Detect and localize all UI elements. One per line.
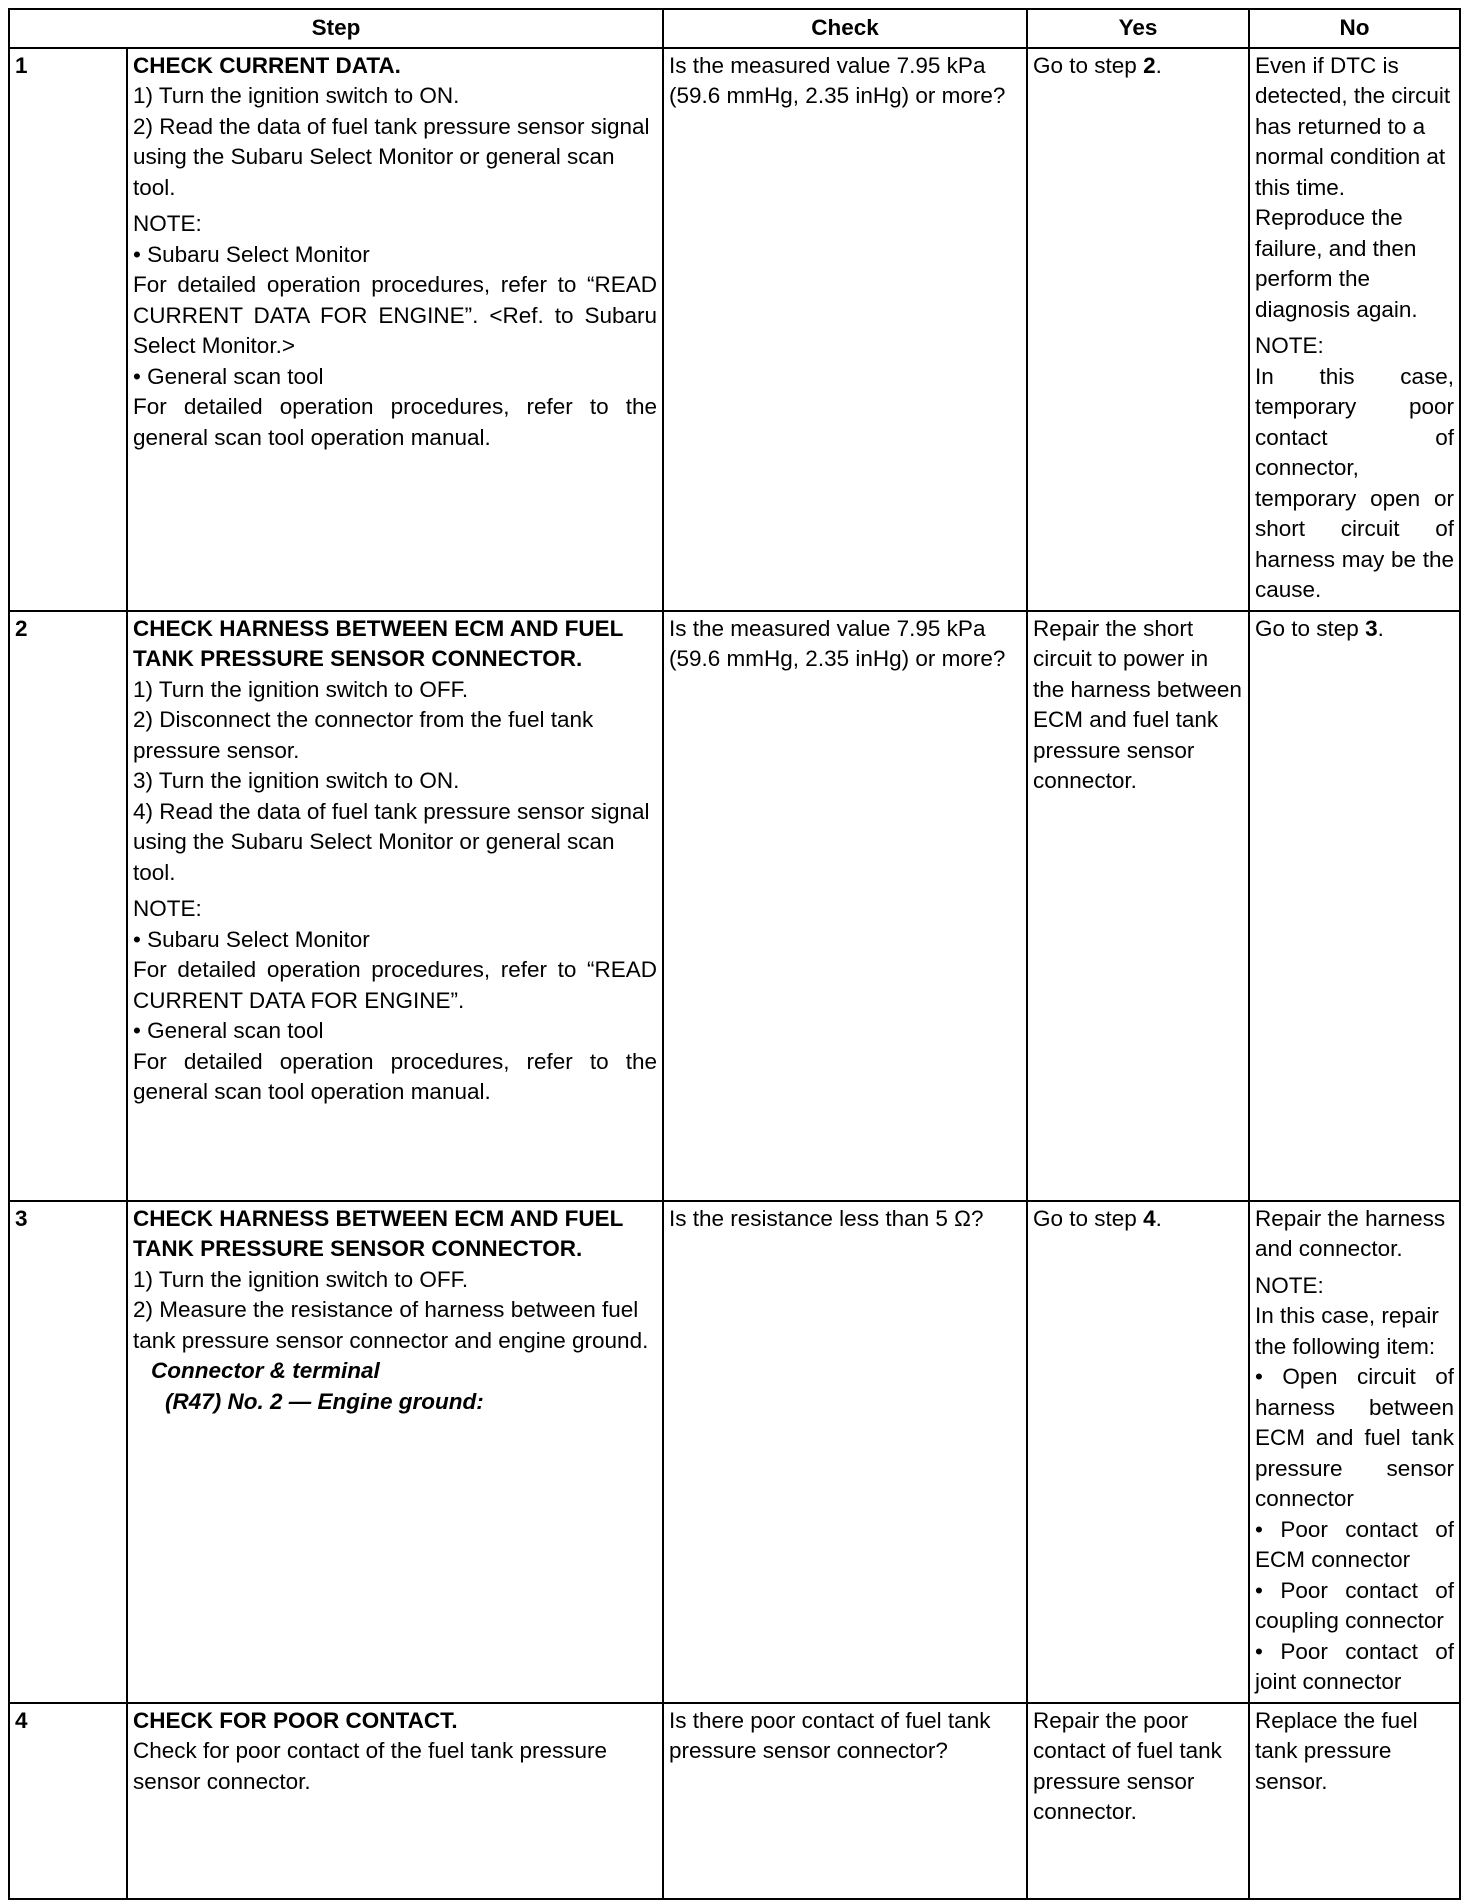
no-prefix: Go to step bbox=[1255, 615, 1366, 641]
header-check: Check bbox=[663, 9, 1027, 48]
note-item: • Subaru Select Monitor bbox=[133, 241, 370, 267]
yes-step-ref: 2 bbox=[1143, 52, 1156, 78]
step-instruction: 1) Turn the ignition switch to OFF. bbox=[133, 676, 469, 702]
note-item: • General scan tool bbox=[133, 363, 324, 389]
step-cell bbox=[127, 1703, 663, 1899]
no-suffix: . bbox=[1377, 615, 1384, 641]
connector-label: Connector & terminal bbox=[151, 1358, 380, 1383]
table-row bbox=[9, 1703, 1460, 1899]
no-cell bbox=[1249, 1201, 1460, 1703]
header-yes: Yes bbox=[1027, 9, 1249, 48]
step-title: CHECK CURRENT DATA. bbox=[133, 52, 401, 78]
header-step: Step bbox=[9, 9, 663, 48]
step-title: CHECK FOR POOR CONTACT. bbox=[133, 1707, 458, 1733]
table-row bbox=[9, 1201, 1460, 1703]
yes-cell: Repair the short circuit to power in the harness between ECM and fuel tank pressure sensor connector. bbox=[1027, 611, 1249, 1201]
note-item: • Subaru Select Monitor bbox=[133, 926, 370, 952]
yes-suffix: . bbox=[1155, 52, 1162, 78]
no-text: Even if DTC is detected, the circuit has returned to a normal condition at this time. Reproduce the failure, and then perform the diagnosis again. bbox=[1255, 52, 1451, 322]
yes-cell bbox=[1027, 48, 1249, 611]
step-title: CHECK HARNESS BETWEEN ECM AND FUEL TANK PRESSURE SENSOR CONNECTOR. bbox=[133, 1205, 624, 1261]
step-number: 1 bbox=[9, 48, 127, 611]
table-row bbox=[9, 611, 1460, 1201]
step-instruction: 1) Turn the ignition switch to OFF. bbox=[133, 1266, 469, 1292]
no-item: • Open circuit of harness between ECM and fuel tank pressure sensor connector bbox=[1255, 1364, 1455, 1511]
note-item: For detailed operation procedures, refer to the general scan tool operation manual. bbox=[133, 1048, 658, 1104]
check-cell: Is the measured value 7.95 kPa (59.6 mmHg, 2.35 inHg) or more? bbox=[663, 611, 1027, 1201]
header-no: No bbox=[1249, 9, 1460, 48]
step-instruction: 1) Turn the ignition switch to ON. bbox=[133, 83, 460, 108]
step-title: CHECK HARNESS BETWEEN ECM AND FUEL TANK PRESSURE SENSOR CONNECTOR. bbox=[133, 615, 624, 671]
connector-value: (R47) No. 2 — Engine ground: bbox=[165, 1388, 484, 1414]
yes-step-ref: 4 bbox=[1143, 1205, 1156, 1231]
check-cell: Is the measured value 7.95 kPa (59.6 mmHg, 2.35 inHg) or more? bbox=[663, 48, 1027, 611]
no-note: In this case, temporary poor contact of connector, temporary open or short circuit of harness may be the cause. bbox=[1255, 363, 1455, 602]
no-note-label: NOTE: bbox=[1255, 333, 1324, 358]
header-row bbox=[9, 9, 1460, 48]
note-item: For detailed operation procedures, refer to the general scan tool operation manual. bbox=[133, 394, 658, 450]
step-number: 3 bbox=[9, 1201, 127, 1703]
no-cell bbox=[1249, 611, 1460, 1201]
step-cell bbox=[127, 1201, 663, 1703]
no-item: • Poor contact of ECM connector bbox=[1255, 1516, 1455, 1572]
check-cell: Is the resistance less than 5 Ω? bbox=[663, 1201, 1027, 1703]
step-body: Check for poor contact of the fuel tank pressure sensor connector. bbox=[133, 1738, 608, 1794]
step-cell bbox=[127, 611, 663, 1201]
diagnosis-table bbox=[8, 8, 1461, 1900]
step-cell bbox=[127, 48, 663, 611]
no-item: • Poor contact of coupling connector bbox=[1255, 1577, 1455, 1633]
no-cell bbox=[1249, 48, 1460, 611]
note-item: • General scan tool bbox=[133, 1018, 324, 1043]
connector-spec bbox=[133, 1356, 657, 1417]
step-number: 4 bbox=[9, 1703, 127, 1899]
step-instruction: 2) Read the data of fuel tank pressure sensor signal using the Subaru Select Monitor or general scan tool. bbox=[133, 113, 650, 200]
note-label: NOTE: bbox=[133, 211, 202, 236]
note-label: NOTE: bbox=[133, 896, 202, 921]
no-cell: Replace the fuel tank pressure sensor. bbox=[1249, 1703, 1460, 1899]
note-item: For detailed operation procedures, refer to “READ CURRENT DATA FOR ENGINE”. bbox=[133, 957, 658, 1013]
yes-cell bbox=[1027, 1201, 1249, 1703]
yes-prefix: Go to step bbox=[1033, 52, 1144, 78]
no-note-label: NOTE: bbox=[1255, 1272, 1324, 1298]
check-cell: Is there poor contact of fuel tank pressure sensor connector? bbox=[663, 1703, 1027, 1899]
no-text: Repair the harness and connector. bbox=[1255, 1205, 1446, 1261]
yes-cell: Repair the poor contact of fuel tank pressure sensor connector. bbox=[1027, 1703, 1249, 1899]
step-instruction: 3) Turn the ignition switch to ON. bbox=[133, 768, 460, 793]
yes-suffix: . bbox=[1155, 1205, 1162, 1231]
step-number: 2 bbox=[9, 611, 127, 1201]
yes-prefix: Go to step bbox=[1033, 1205, 1144, 1231]
no-note: In this case, repair the following item: bbox=[1255, 1303, 1439, 1359]
step-instruction: 2) Disconnect the connector from the fuel tank pressure sensor. bbox=[133, 707, 594, 763]
note-item: For detailed operation procedures, refer to “READ CURRENT DATA FOR ENGINE”. <Ref. to Subaru Select Monitor.> bbox=[133, 272, 658, 358]
step-instruction: 2) Measure the resistance of harness between fuel tank pressure sensor connector and engine ground. bbox=[133, 1297, 649, 1353]
step-instruction: 4) Read the data of fuel tank pressure sensor signal using the Subaru Select Monitor or general scan tool. bbox=[133, 798, 650, 885]
table-row bbox=[9, 48, 1460, 611]
no-step-ref: 3 bbox=[1365, 615, 1378, 641]
no-item: • Poor contact of joint connector bbox=[1255, 1638, 1455, 1694]
